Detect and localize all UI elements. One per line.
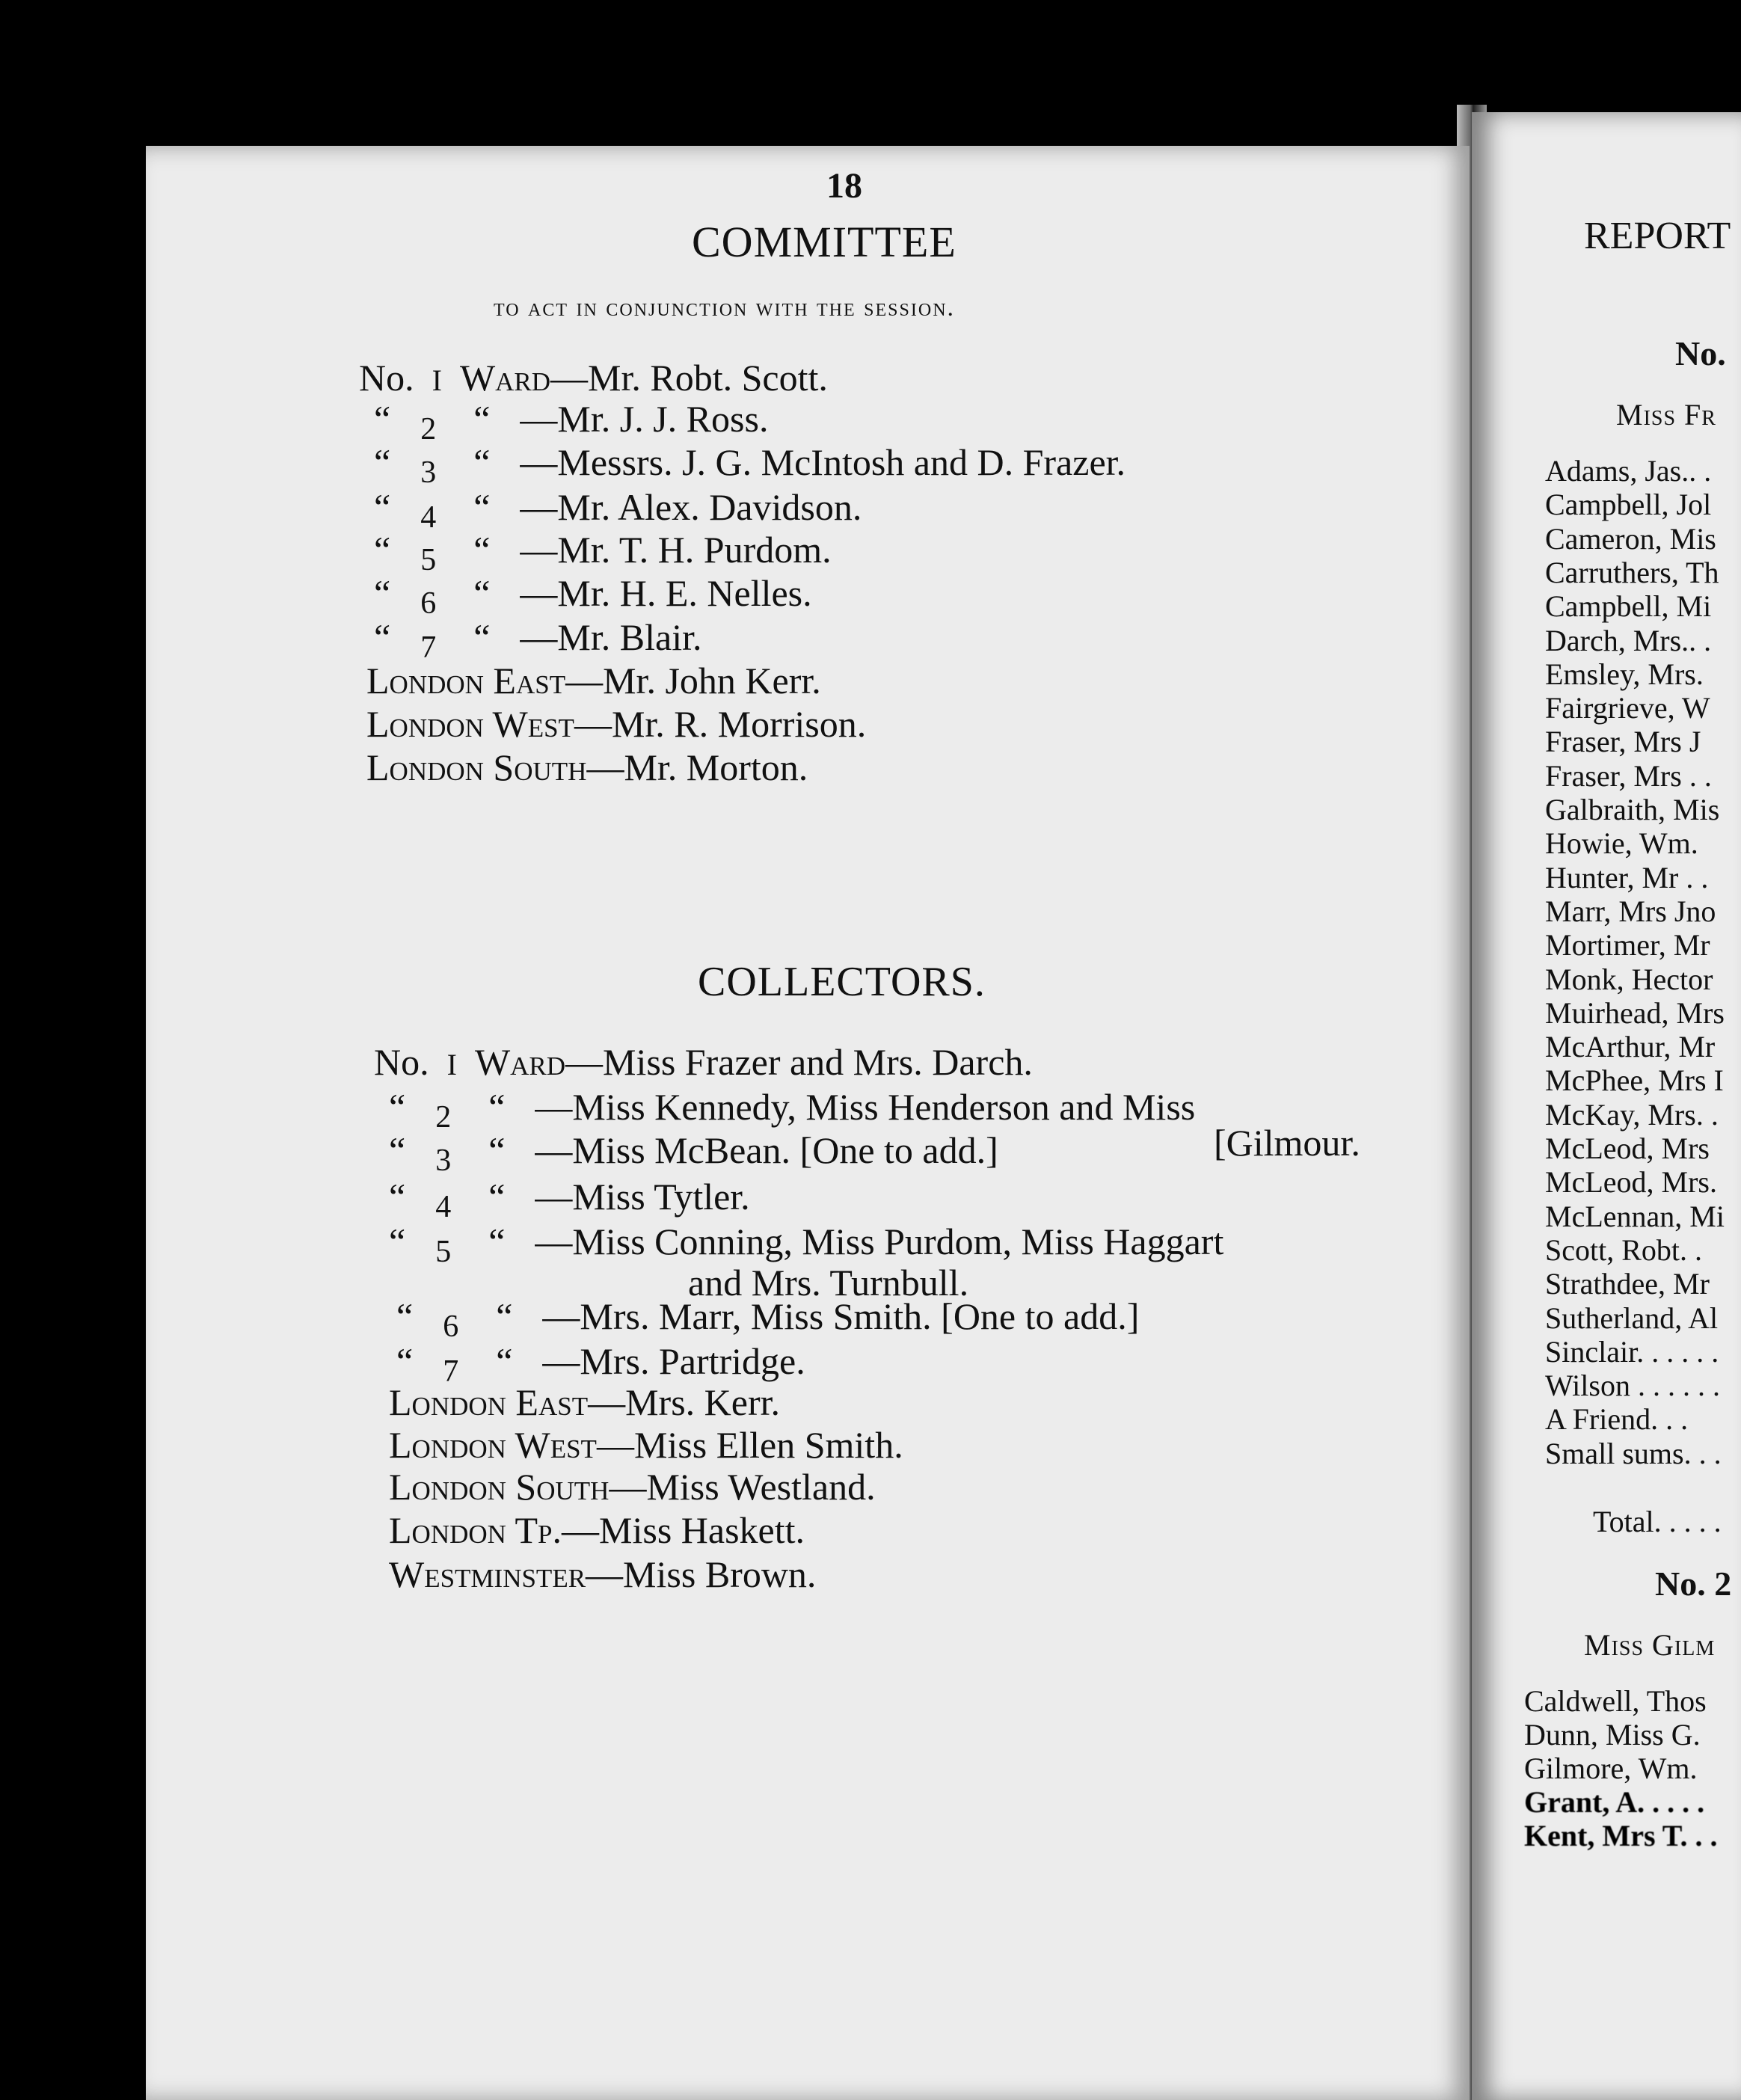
district-name: London West — [366, 703, 574, 745]
district-name: London South — [389, 1466, 609, 1508]
committee-member: —Mr. Alex. Davidson. — [520, 486, 862, 528]
subscriber-name: Small sums. . . — [1545, 1437, 1722, 1470]
ward-number: 3 — [435, 1143, 452, 1178]
committee-member: —Mr. Blair. — [520, 616, 702, 658]
collector-names: —Miss Haskett. — [562, 1509, 805, 1551]
subscriber-name: Caldwell, Thos — [1524, 1684, 1707, 1718]
committee-row — [374, 400, 768, 445]
collector-names: —Mrs. Marr, Miss Smith. [One to add.] — [542, 1295, 1140, 1337]
subscriber-name: Hunter, Mr . . — [1545, 861, 1709, 894]
district-name: London Tp. — [389, 1509, 562, 1551]
subscriber-name: Adams, Jas.. . — [1545, 454, 1712, 488]
ward-number: 6 — [420, 586, 437, 621]
subscriber-name: A Friend. . . — [1545, 1402, 1689, 1436]
subscriber-name: Darch, Mrs.. . — [1545, 624, 1712, 657]
subscriber-name: Howie, Wm. — [1545, 826, 1698, 860]
ward-word: “ — [473, 441, 491, 483]
collector-continuation: [Gilmour. — [1214, 1122, 1360, 1164]
committee-member: —Mr. H. E. Nelles. — [520, 572, 812, 614]
subscriber-name: Mortimer, Mr — [1545, 928, 1710, 962]
subscriber-name: Campbell, Mi — [1545, 589, 1712, 623]
ward-1-collector: Miss Fr — [1616, 398, 1716, 432]
subscriber-name: Cameron, Mis — [1545, 522, 1716, 556]
collector-row — [389, 1223, 1223, 1268]
ward-number: 7 — [443, 1354, 459, 1389]
committee-member: —Mr. R. Morrison. — [574, 703, 867, 745]
committee-row — [374, 488, 862, 533]
subscriber-name: Sutherland, Al — [1545, 1301, 1719, 1335]
subscriber-name: McArthur, Mr — [1545, 1030, 1716, 1063]
subscriber-name: Grant, A. . . . . — [1524, 1785, 1705, 1819]
ward-number: 4 — [435, 1190, 452, 1224]
collector-row — [389, 1129, 998, 1178]
committee-row — [374, 574, 812, 619]
collector-london-row — [389, 1553, 817, 1595]
collector-names: —Miss Tytler. — [535, 1176, 750, 1218]
committee-member: —Mr. J. J. Ross. — [520, 398, 769, 440]
subscriber-name: Gilmore, Wm. — [1524, 1751, 1698, 1785]
subscriber-name: McPhee, Mrs I — [1545, 1063, 1724, 1097]
collector-row — [396, 1342, 805, 1387]
ward-label: “ — [374, 572, 391, 614]
total-label: Total. . . . . — [1593, 1505, 1722, 1538]
ward-word: “ — [473, 398, 491, 440]
committee-london-row — [366, 705, 866, 743]
subscriber-name: Wilson . . . . . . — [1545, 1369, 1720, 1402]
ward-label: No. — [374, 1041, 429, 1083]
district-name: London West — [389, 1424, 597, 1466]
ward-number: I — [446, 1048, 457, 1081]
collector-names: —Miss McBean. [One to add.] — [535, 1129, 998, 1171]
subscriber-name: Fraser, Mrs J — [1545, 725, 1701, 758]
ward-label: “ — [396, 1295, 414, 1337]
ward-word: “ — [488, 1176, 506, 1218]
ward-label: No. — [359, 357, 414, 399]
subscriber-name: Marr, Mrs Jno — [1545, 894, 1716, 928]
subscriber-name: Muirhead, Mrs — [1545, 996, 1725, 1030]
ward-number: 6 — [443, 1310, 459, 1344]
ward-label: “ — [389, 1176, 406, 1218]
ward-label: “ — [374, 398, 391, 440]
ward-2-collector: Miss Gilm — [1584, 1628, 1716, 1662]
collector-london-row — [389, 1511, 805, 1549]
collector-london-row — [389, 1381, 781, 1423]
committee-member: —Mr. T. H. Purdom. — [520, 529, 832, 571]
collector-row — [389, 1178, 750, 1223]
subscriber-name: Emsley, Mrs. — [1545, 657, 1704, 691]
ward-word: “ — [473, 529, 491, 571]
ward-number: 2 — [435, 1100, 452, 1135]
district-name: London East — [366, 660, 566, 701]
subscriber-name: Carruthers, Th — [1545, 556, 1719, 589]
ward-label: “ — [374, 486, 391, 528]
ward-word: “ — [473, 616, 491, 658]
ward-label: “ — [389, 1086, 406, 1128]
collector-names: —Mrs. Kerr. — [588, 1381, 781, 1423]
ward-number: 4 — [420, 500, 437, 535]
ward-word: “ — [473, 572, 491, 614]
committee-member: —Mr. Morton. — [586, 746, 808, 788]
subscriber-name: McLennan, Mi — [1545, 1200, 1725, 1233]
ward-word: “ — [488, 1086, 506, 1128]
ward-number: 5 — [435, 1235, 452, 1269]
committee-member: —Mr. John Kerr. — [565, 660, 821, 701]
ward-label: “ — [374, 616, 391, 658]
ward-label: “ — [374, 529, 391, 571]
subscriber-name: Sinclair. . . . . . — [1545, 1335, 1719, 1369]
subscriber-name: Kent, Mrs T. . . — [1524, 1819, 1718, 1852]
page-number: 18 — [826, 166, 862, 206]
collector-names: —Miss Kennedy, Miss Henderson and Miss — [535, 1086, 1196, 1128]
collector-row — [374, 1043, 1033, 1081]
committee-row — [359, 357, 828, 399]
report-title: REPORT — [1584, 215, 1731, 257]
collector-row — [389, 1088, 1195, 1133]
subscriber-name: Fairgrieve, W — [1545, 691, 1710, 725]
ward-number: 3 — [420, 455, 437, 490]
collector-names: —Miss Ellen Smith. — [596, 1424, 903, 1466]
collector-continuation: and Mrs. Turnbull. — [688, 1262, 969, 1304]
subscriber-name: Scott, Robt. . — [1545, 1233, 1703, 1267]
ward-word: Ward — [459, 357, 551, 399]
committee-row — [374, 618, 701, 663]
subscriber-name: Galbraith, Mis — [1545, 793, 1720, 826]
ward-label: “ — [396, 1340, 414, 1382]
ward-1-heading: No. — [1675, 334, 1726, 372]
committee-subheading: to act in conjunction with the session. — [494, 294, 956, 322]
collector-names: —Mrs. Partridge. — [542, 1340, 805, 1382]
ward-number: I — [432, 363, 442, 397]
ward-label: “ — [389, 1129, 406, 1171]
district-name: London South — [366, 746, 587, 788]
ward-word: “ — [488, 1221, 506, 1262]
subscriber-name: Strathdee, Mr — [1545, 1267, 1710, 1301]
subscriber-name: Dunn, Miss G. — [1524, 1718, 1701, 1751]
subscriber-name: Campbell, Jol — [1545, 488, 1712, 521]
committee-london-row — [366, 746, 808, 788]
district-name: Westminster — [389, 1553, 586, 1595]
subscriber-name: McLeod, Mrs. — [1545, 1165, 1717, 1199]
collector-london-row — [389, 1426, 903, 1464]
committee-row — [374, 443, 1126, 488]
collector-names: —Miss Conning, Miss Purdom, Miss Haggart — [535, 1221, 1224, 1262]
ward-label: “ — [389, 1221, 406, 1262]
subscriber-name: Monk, Hector — [1545, 962, 1713, 996]
ward-number: 2 — [420, 412, 437, 446]
collector-names: —Miss Brown. — [586, 1553, 817, 1595]
right-page — [1472, 112, 1741, 2100]
collector-london-row — [389, 1466, 876, 1508]
collectors-heading: COLLECTORS. — [698, 959, 986, 1005]
committee-member: —Mr. Robt. Scott. — [550, 357, 828, 399]
collector-names: —Miss Frazer and Mrs. Darch. — [565, 1041, 1033, 1083]
committee-row — [374, 531, 832, 576]
committee-london-row — [366, 662, 821, 699]
ward-word: “ — [496, 1295, 513, 1337]
ward-2-heading: No. 2 — [1655, 1565, 1732, 1603]
ward-word: “ — [496, 1340, 513, 1382]
subscriber-name: McLeod, Mrs — [1545, 1132, 1710, 1165]
ward-label: “ — [374, 441, 391, 483]
ward-word: Ward — [474, 1041, 566, 1083]
ward-word: “ — [488, 1129, 506, 1171]
ward-number: 5 — [420, 543, 437, 577]
committee-member: —Messrs. J. G. McIntosh and D. Frazer. — [520, 441, 1126, 483]
district-name: London East — [389, 1381, 589, 1423]
subscriber-name: McKay, Mrs. . — [1545, 1098, 1719, 1132]
ward-word: “ — [473, 486, 491, 528]
subscriber-name: Fraser, Mrs . . — [1545, 759, 1712, 793]
collector-row — [396, 1295, 1140, 1344]
committee-heading: COMMITTEE — [692, 218, 957, 266]
left-page — [146, 146, 1470, 2100]
ward-number: 7 — [420, 630, 437, 665]
collector-names: —Miss Westland. — [609, 1466, 876, 1508]
